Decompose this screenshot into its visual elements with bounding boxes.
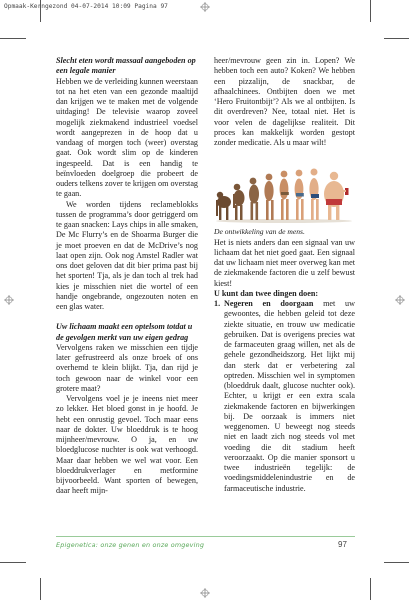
figure-caption: De ontwikkeling van de mens. [214, 227, 305, 237]
crop-mark-bottom-left [40, 578, 41, 600]
evolution-illustration [214, 154, 355, 224]
crop-mark-bottom-right-h [384, 562, 409, 563]
body-paragraph: We worden tijdens reclameblokks tussen de programma’s door getriggerd om te gaan snacken: Lays chips in alle smaken, De Mc Flurry’s en de Shoarma Burger die je moet proeven en dat de McDrive’s nog laat open zijn. Ook nog Amstel Radler wat ons doet geloven dat dit bier prima past bij het sporten! Tja, als je dan toch al trek had kies je misschien niet die wortel of een handje ongebrande, ongezouten noten en een glas water. [56, 199, 198, 311]
crop-mark-top-left-h [0, 38, 26, 39]
body-paragraph: Vervolgens voel je je ineens niet meer zo lekker. Het bloed gonst in je hoofd. Je hebt een onrustig gevoel. Toch maar eens naar de dokter. Uw bloeddruk is te hoog mijnheer/mevrouw. O ja, en uw bloedglucose nuchter is ook wat verhoogd. Maar daar hebben we wel wat voor. Een bloeddrukverlager en metformine bijvoorbeeld. Want sporten of bewegen, daar heeft mijn- [56, 394, 198, 496]
registration-mark-icon [4, 295, 14, 305]
body-paragraph: Het is niets anders dan een signaal van uw lichaam dat het niet goed gaat. Een signaal dat uw lichaam niet meer overweg kan met de ziekmakende factoren die u zelf bewust kiest! [214, 237, 355, 288]
crop-mark-top-right-h [384, 38, 409, 39]
section-heading: Uw lichaam maakt een optelsom totdat u de gevolgen merkt van uw eigen gedrag [56, 322, 193, 342]
registration-mark-icon [200, 2, 210, 12]
crop-mark-bottom-right [370, 578, 371, 600]
list-item-body [224, 299, 355, 494]
body-paragraph: heer/mevrouw geen zin in. Lopen? We hebben toch een auto? Koken? We hebben een pizzalijn, de snackbar, de afhaalchinees. Ontbijten doen we met ‘Hero Fruitontbijt’? Als we al ontbijten. Is dit overdreven? Nee, totaal niet. Het is voor velen de dagelijkse realiteit. Dit proces kan makkelijk worden gestopt zonder medicatie. Als u maar wilt! [214, 56, 355, 147]
section-heading: Slecht eten wordt massaal aangeboden op een legale manier [56, 56, 196, 76]
list-item-lead: Negeren en doorgaan [224, 299, 314, 308]
print-slug: Opmaak-Kerngezond 04-07-2014 10:09 Pagina 97 [4, 3, 168, 10]
list-item [214, 299, 355, 494]
crop-mark-top-right [370, 0, 371, 22]
list-number: 1. [214, 299, 221, 308]
crop-mark-bottom-left-h [0, 562, 26, 563]
registration-mark-icon [395, 295, 405, 305]
right-column [214, 56, 355, 494]
running-footer: Epigenetica: onze genen en onze omgeving [56, 541, 205, 549]
footer-rule [56, 536, 355, 537]
body-paragraph: Vervolgens raken we misschien een tijdje later gefrustreerd als onze broek of ons overhemd te klein blijkt. Tja, dan rijd je toch gewoon naar de winkel voor een grotere maat? [56, 342, 198, 393]
registration-mark-icon [200, 588, 210, 598]
body-paragraph: Hebben we de verleiding kunnen weerstaan tot na het eten van een gezonde maaltijd dan krijgen we te maken met de volgende uitdaging! De televisie waarop zoveel mogelijk ziekmakend industrieel voedsel wordt aangeprezen in de hoop dat u vandaag of morgen toch (weer) overstag gaat. Ook wordt slim op de kinderen ingespeeld. Dat is een handig te beïnvloeden doelgroep die probeert de ouders telkens zover te krijgen om overstag te gaan. [56, 76, 198, 199]
list-item-text: met uw gewoontes, die hebben geleid tot deze ziekte situatie, en trouw uw medicatie gebruiken. Dat is overigens precies wat de farmaceuten graag willen, net als de gehele gezondheidszorg. Het lijkt mij dan sterk dat er verbetering zal optreden. Misschien wel in symptomen (bloeddruk daalt, glucose nuchter ook). Echter, u krijgt er een extra scala ziekmakende factoren en bijwerkingen bij. De oorzaak is immers niet weggenomen. U beweegt nog steeds niet en laadt zich nog steeds vol met voeding die dit stadium heeft veroorzaakt. Op die manier sponsort u twee industrieën tegelijk: de voedingsmiddelenindustrie en de farmaceutische industrie. [224, 299, 355, 493]
left-column [56, 56, 198, 497]
page-number: 97 [338, 540, 347, 549]
list-heading: U kunt dan twee dingen doen: [214, 288, 319, 298]
crop-mark-top-left [40, 0, 41, 22]
evolution-figures-image [214, 154, 355, 224]
